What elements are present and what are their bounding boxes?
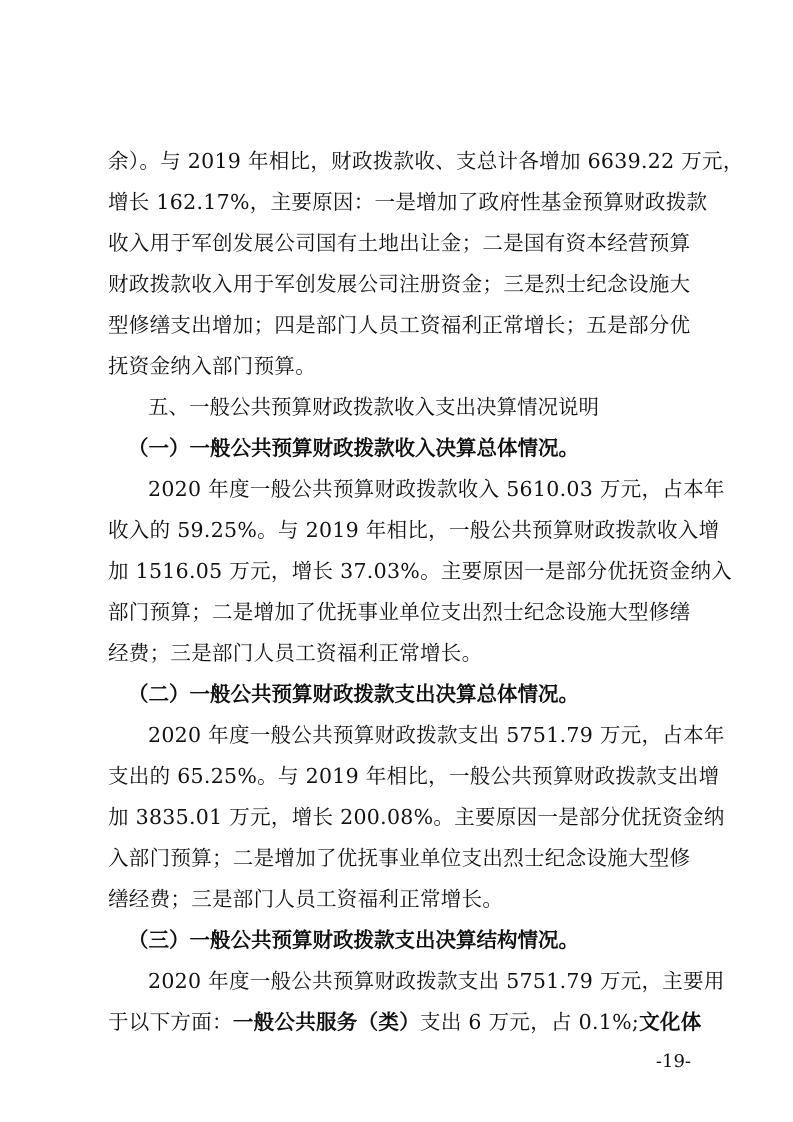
subsection-heading: （一）一般公共预算财政拨款收入决算总体情况。 (128, 436, 579, 460)
paragraph-line: 型修缮支出增加；四是部门人员工资福利正常增长；五是部分优 (108, 313, 691, 337)
paragraph-line: 2020 年度一般公共预算财政拨款支出 5751.79 万元，占本年 (148, 723, 725, 747)
paragraph-line: 入部门预算；二是增加了优抚事业单位支出烈士纪念设施大型修 (108, 846, 691, 870)
subsection-heading: （二）一般公共预算财政拨款支出决算总体情况。 (128, 682, 579, 706)
paragraph-line: 经费；三是部门人员工资福利正常增长。 (108, 641, 483, 665)
subsection-heading: （三）一般公共预算财政拨款支出决算结构情况。 (128, 928, 579, 952)
paragraph-line: 余）。与 2019 年相比，财政拨款收、支总计各增加 6639.22 万元， (108, 149, 744, 173)
paragraph-line: 收入的 59.25%。与 2019 年相比，一般公共预算财政拨款收入增 (108, 518, 720, 542)
text-segment: 支出 6 万元，占 0.1%; (420, 1010, 640, 1034)
paragraph-line: 增长 162.17%，主要原因：一是增加了政府性基金预算财政拨款 (108, 190, 708, 214)
paragraph-line: 加 3835.01 万元，增长 200.08%。主要原因一是部分优抚资金纳 (108, 805, 725, 829)
paragraph-line: 收入用于军创发展公司国有土地出让金；二是国有资本经营预算 (108, 231, 691, 255)
category-label: 文化体 (639, 1010, 702, 1034)
category-label: 一般公共服务（类） (232, 1010, 421, 1034)
paragraph-line: 缮经费；三是部门人员工资福利正常增长。 (108, 887, 504, 911)
page-number: -19- (655, 1051, 691, 1072)
paragraph-line (108, 1004, 702, 1040)
section-heading: 五、一般公共预算财政拨款收入支出决算情况说明 (148, 395, 599, 419)
paragraph-line: 2020 年度一般公共预算财政拨款收入 5610.03 万元，占本年 (148, 477, 725, 501)
paragraph-line: 支出的 65.25%。与 2019 年相比，一般公共预算财政拨款支出增 (108, 764, 720, 788)
paragraph-line: 部门预算；二是增加了优抚事业单位支出烈士纪念设施大型修缮 (108, 600, 691, 624)
paragraph-line: 加 1516.05 万元，增长 37.03%。主要原因一是部分优抚资金纳入 (108, 559, 733, 583)
paragraph-line: 财政拨款收入用于军创发展公司注册资金；三是烈士纪念设施大 (108, 272, 691, 296)
paragraph-line: 2020 年度一般公共预算财政拨款支出 5751.79 万元，主要用 (148, 969, 725, 993)
paragraph-line: 抚资金纳入部门预算。 (108, 354, 316, 378)
text-segment: 于以下方面： (108, 1010, 233, 1034)
